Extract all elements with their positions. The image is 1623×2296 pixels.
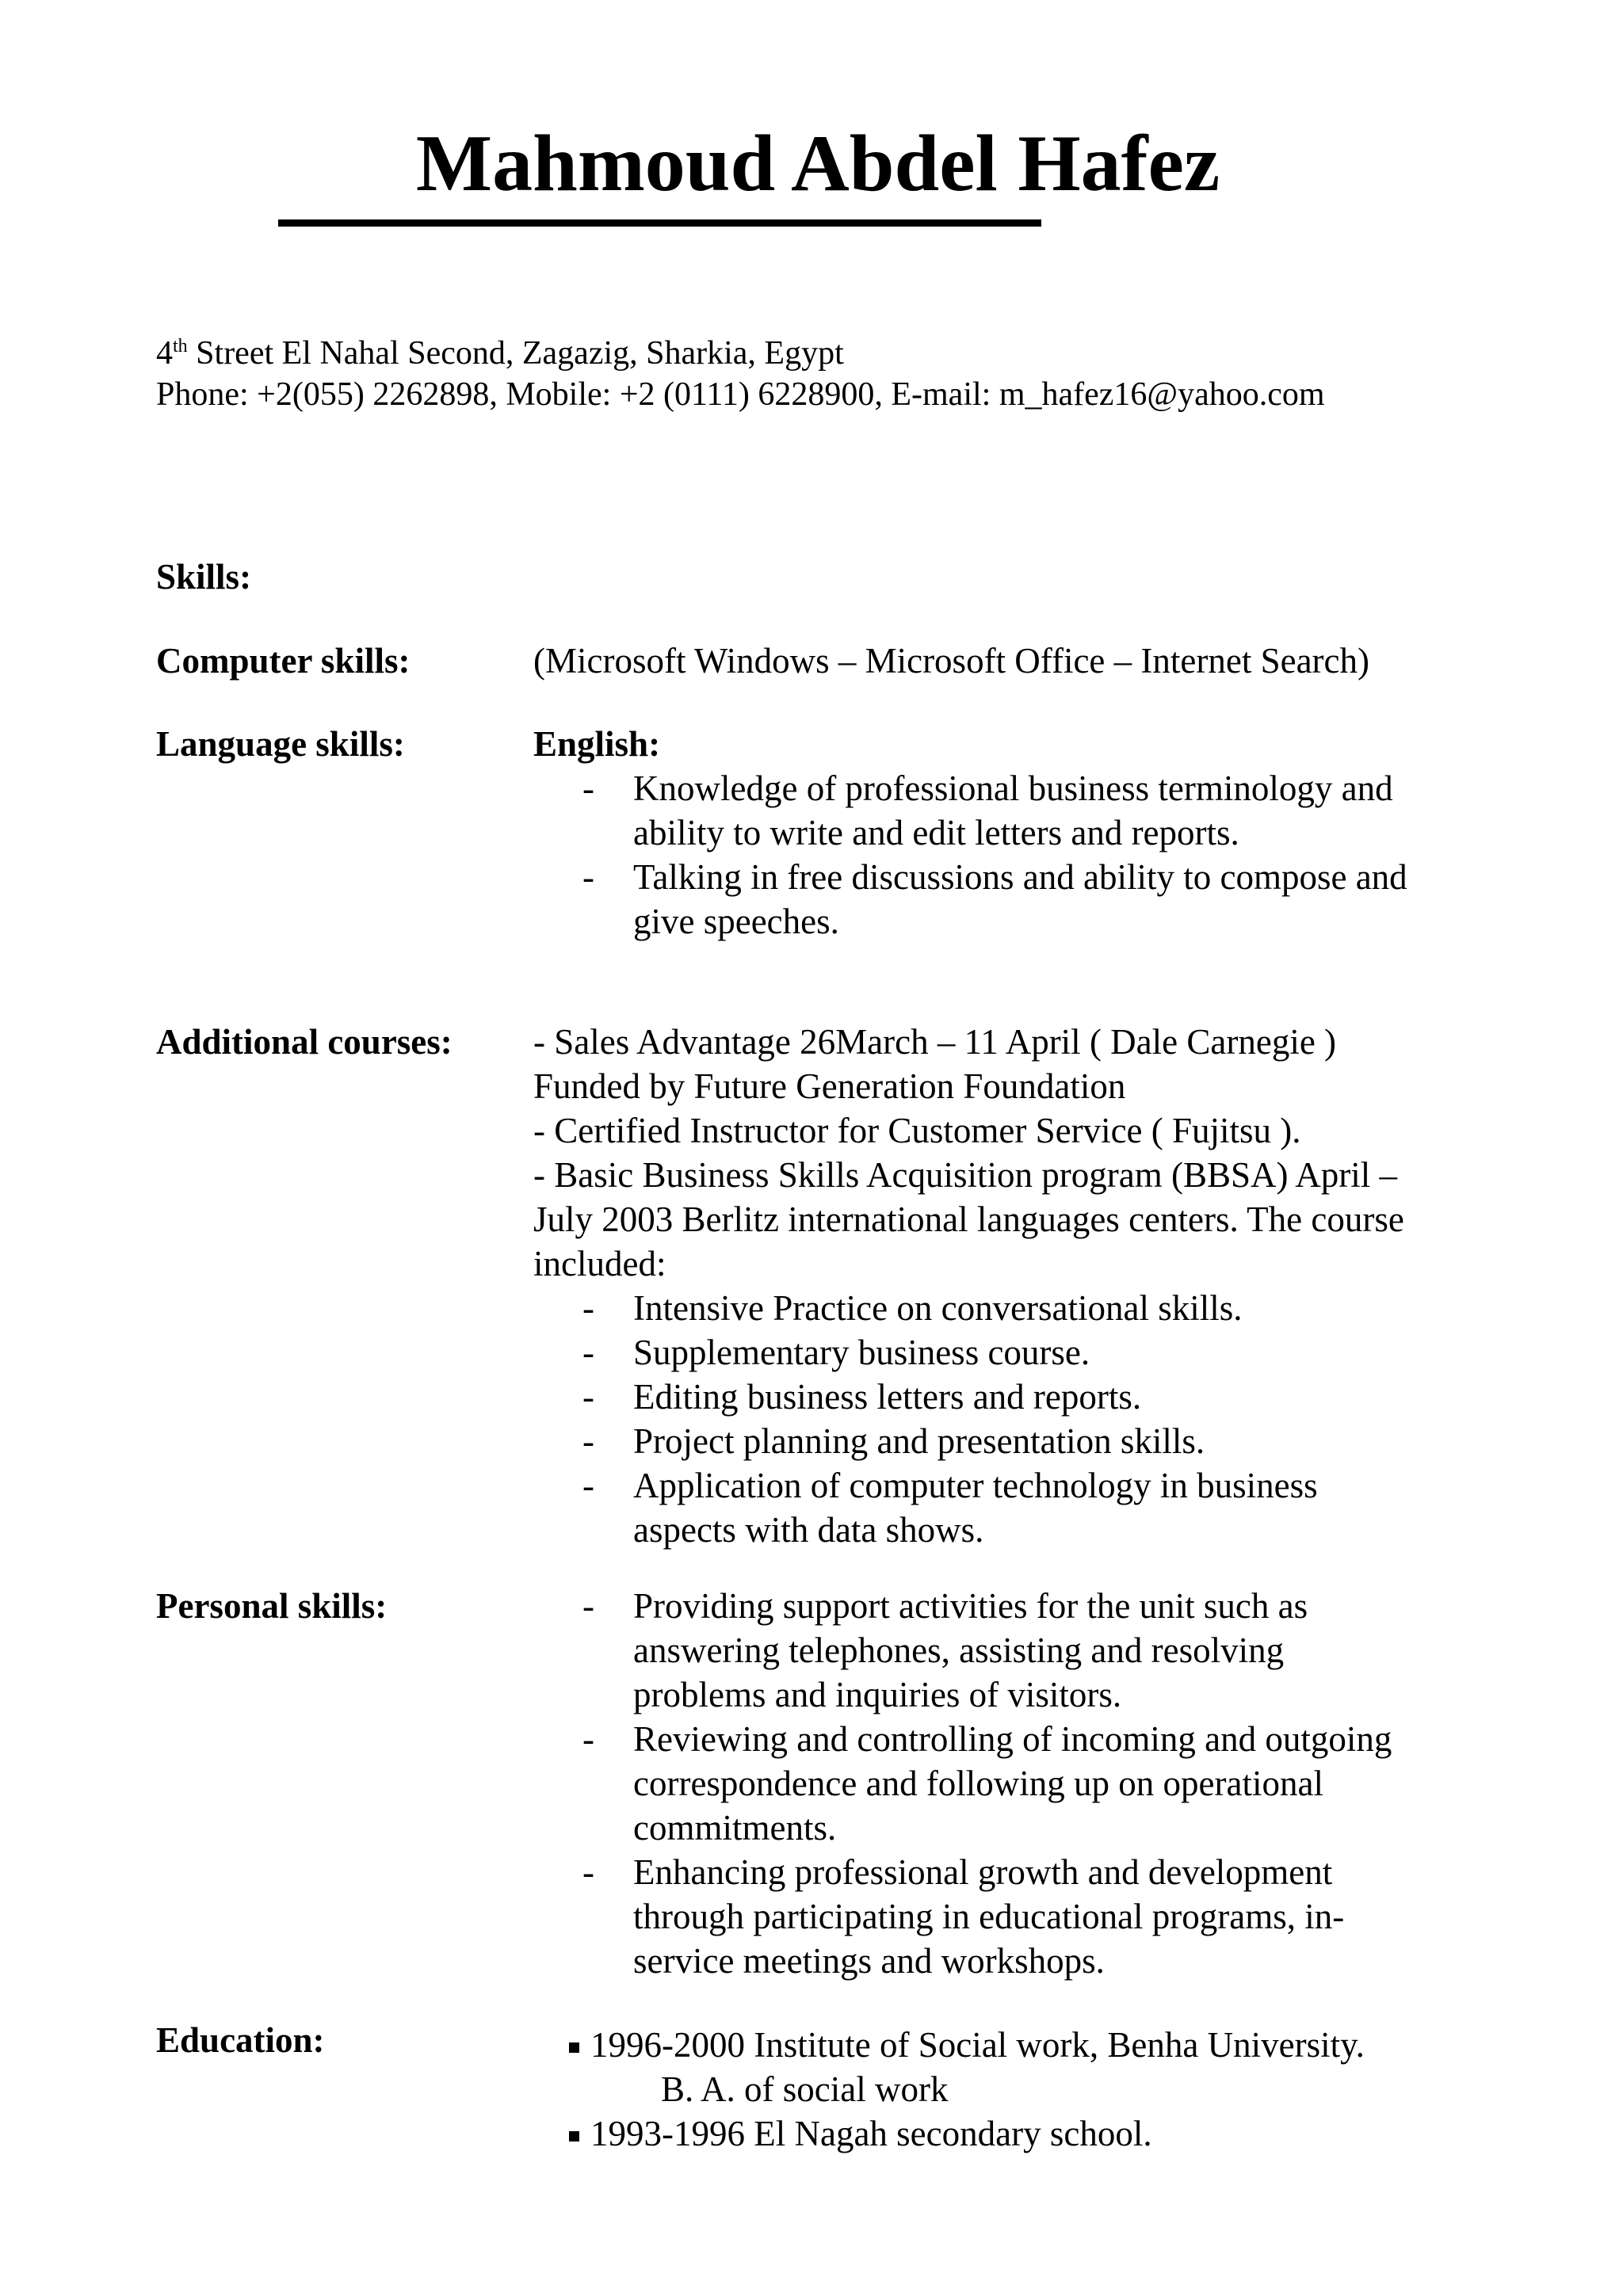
list-item-line: Providing support activities for the unit such as bbox=[633, 1586, 1308, 1626]
computer-skills-label: Computer skills: bbox=[156, 641, 411, 681]
list-item bbox=[533, 1375, 1484, 1419]
education-entry: 1996-2000 Institute of Social work, Benha University. bbox=[590, 2025, 1365, 2065]
personal-skills-list bbox=[533, 1584, 1484, 1983]
list-dash: - bbox=[582, 1333, 594, 1372]
list-item bbox=[533, 1419, 1484, 1463]
list-item-line: Talking in free discussions and ability to compose and bbox=[633, 857, 1407, 897]
list-dash: - bbox=[582, 1852, 594, 1892]
address-line bbox=[156, 333, 1325, 374]
list-item bbox=[533, 1717, 1484, 1850]
language-name: English: bbox=[533, 724, 661, 764]
list-item-line: Knowledge of professional business terminology and bbox=[633, 769, 1393, 808]
address-ordinal: th bbox=[173, 336, 188, 357]
course-line: included: bbox=[533, 1244, 666, 1283]
list-item-line: Intensive Practice on conversational skills. bbox=[633, 1288, 1243, 1328]
additional-courses-text bbox=[533, 1020, 1500, 1286]
list-item-line: correspondence and following up on operational bbox=[633, 1764, 1323, 1803]
list-item-line: answering telephones, assisting and resolving bbox=[633, 1630, 1285, 1670]
course-line: Funded by Future Generation Foundation bbox=[533, 1066, 1126, 1106]
language-skills-list bbox=[533, 766, 1484, 944]
list-item-line: Reviewing and controlling of incoming and outgoing bbox=[633, 1719, 1392, 1759]
square-bullet-icon bbox=[569, 2042, 579, 2053]
list-dash: - bbox=[582, 1421, 594, 1461]
list-item-line: Enhancing professional growth and development bbox=[633, 1852, 1333, 1892]
list-item-line: service meetings and workshops. bbox=[633, 1941, 1105, 1981]
list-item-line: through participating in educational programs, in- bbox=[633, 1897, 1345, 1936]
list-item-line: aspects with data shows. bbox=[633, 1510, 984, 1550]
education-entry: 1993-1996 El Nagah secondary school. bbox=[590, 2114, 1152, 2153]
contact-block bbox=[156, 333, 1325, 415]
language-skills-label: Language skills: bbox=[156, 724, 405, 764]
course-line: July 2003 Berlitz international languages centers. The course bbox=[533, 1199, 1404, 1239]
address-number: 4 bbox=[156, 335, 173, 372]
list-item-line: Application of computer technology in business bbox=[633, 1466, 1318, 1505]
square-bullet-icon bbox=[569, 2131, 579, 2142]
skills-heading: Skills: bbox=[156, 557, 252, 597]
list-item-line: problems and inquiries of visitors. bbox=[633, 1675, 1122, 1714]
course-line: - Certified Instructor for Customer Service ( Fujitsu ). bbox=[533, 1111, 1301, 1150]
list-dash: - bbox=[582, 1719, 594, 1759]
list-item bbox=[533, 1584, 1484, 1717]
education-item bbox=[569, 2111, 1365, 2156]
personal-skills-label: Personal skills: bbox=[156, 1586, 388, 1626]
list-dash: - bbox=[582, 1466, 594, 1505]
list-dash: - bbox=[582, 1586, 594, 1626]
list-item bbox=[533, 1330, 1484, 1375]
course-line: - Sales Advantage 26March – 11 April ( Dale Carnegie ) bbox=[533, 1022, 1337, 1062]
list-item-line: ability to write and edit letters and reports. bbox=[633, 813, 1239, 852]
list-item-line: commitments. bbox=[633, 1808, 837, 1848]
list-dash: - bbox=[582, 769, 594, 808]
education-item bbox=[569, 2023, 1365, 2111]
list-item bbox=[533, 1286, 1484, 1330]
list-dash: - bbox=[582, 1288, 594, 1328]
education-list bbox=[569, 2023, 1365, 2156]
list-item bbox=[533, 1850, 1484, 1983]
list-item bbox=[533, 1463, 1484, 1552]
title-underline bbox=[278, 219, 1041, 227]
course-items-list bbox=[533, 1286, 1484, 1552]
education-label: Education: bbox=[156, 2020, 325, 2060]
page-title: Mahmoud Abdel Hafez bbox=[415, 119, 1220, 208]
list-dash: - bbox=[582, 857, 594, 897]
education-degree: B. A. of social work bbox=[661, 2069, 949, 2109]
list-item-line: Editing business letters and reports. bbox=[633, 1377, 1142, 1417]
computer-skills-value: (Microsoft Windows – Microsoft Office – Internet Search) bbox=[533, 641, 1369, 681]
list-item-line: Supplementary business course. bbox=[633, 1333, 1090, 1372]
list-item bbox=[533, 766, 1484, 855]
list-item-line: give speeches. bbox=[633, 902, 839, 941]
course-line: - Basic Business Skills Acquisition program (BBSA) April – bbox=[533, 1155, 1398, 1195]
phone-email-line: Phone: +2(055) 2262898, Mobile: +2 (0111) 6228900, E-mail: m_hafez16@yahoo.com bbox=[156, 376, 1325, 413]
additional-courses-label: Additional courses: bbox=[156, 1022, 453, 1062]
list-item bbox=[533, 855, 1484, 944]
list-item-line: Project planning and presentation skills. bbox=[633, 1421, 1205, 1461]
address-street: Street El Nahal Second, Zagazig, Sharkia, Egypt bbox=[187, 335, 844, 372]
list-dash: - bbox=[582, 1377, 594, 1417]
